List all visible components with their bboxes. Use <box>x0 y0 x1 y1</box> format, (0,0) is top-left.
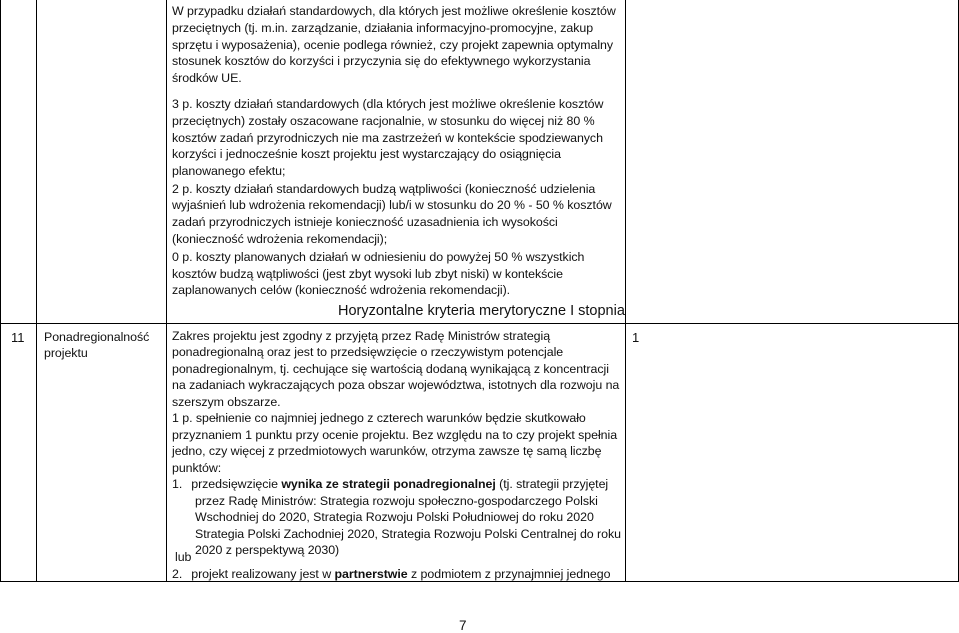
description-line: ponadregionalną oraz jest to przedsięwzięcie o rzeczywistym potencjale <box>172 345 564 359</box>
item-text: z podmiotem z przynajmniej jednego <box>407 567 611 581</box>
item-text: projekt realizowany jest w <box>191 567 335 581</box>
condition-item-1-line: Strategia Polski Zachodniej 2020, Strategia Rozwoju Polski Centralnej do roku <box>195 527 621 541</box>
score-line: 0 p. koszty planowanych działań w odniesieniu do powyżej 50 % wszystkich <box>172 250 585 264</box>
table-border-left <box>0 0 1 582</box>
item-emphasis: partnerstwie <box>334 567 408 581</box>
description-line: przyznaniem 1 punktu przy ocenie projektu. Bez względu na to czy projekt spełnia <box>172 428 618 442</box>
score-line: 2 p. koszty działań standardowych budzą wątpliwości (konieczność udzielenia <box>172 182 596 196</box>
table-divider-2 <box>166 0 167 582</box>
row-number: 11 <box>11 330 25 345</box>
intro-line: stosunek kosztów do korzyści i przyczynia się do efektywnego wykorzystania <box>172 54 591 68</box>
score-line: korzyści i jednocześnie koszt projektu jest wystarczający do osiągnięcia <box>172 147 561 161</box>
page-number: 7 <box>459 618 467 633</box>
score-line: planowanego efektu; <box>172 164 286 178</box>
condition-item-2 <box>172 566 610 583</box>
score-line: 3 p. koszty działań standardowych (dla których jest możliwe określenie kosztów <box>172 97 604 111</box>
condition-item-1-line: przez Radę Ministrów: Strategia rozwoju społeczno-gospodarczego Polski <box>195 494 598 508</box>
description-line: Zakres projektu jest zgodny z przyjętą przez Radę Ministrów strategią <box>172 329 551 343</box>
intro-line: sprzętu i wyposażenia), ocenie podlega również, czy projekt zapewnia optymalny <box>172 38 614 52</box>
score-line: kosztów budzą wątpliwości (jest zbyt wysoki lub zbyt niski) w kontekście <box>172 267 563 281</box>
score-line: zaplanowanych celów (konieczność wdrożenia rekomendacji). <box>172 283 511 297</box>
item-text: (tj. strategii przyjętej <box>495 477 609 491</box>
criterion-name-line: Ponadregionalność <box>44 330 150 344</box>
item-number: 2. <box>172 567 183 581</box>
score-line: kosztów zadań przyrodniczych nie ma zastrzeżeń w kontekście spodziewanych <box>172 131 603 145</box>
table-divider-1 <box>36 0 37 582</box>
score-line: wyjaśnień lub wdrożenia rekomendacji) lub/i w stosunku do 20 % - 50 % kosztów <box>172 198 612 212</box>
score-line: (konieczność wdrożenia rekomendacji); <box>172 232 388 246</box>
intro-line: przeciętnych (tj. m.in. zarządzanie, działania informacyjno-promocyjne, zakup <box>172 21 594 35</box>
description-line: punktów: <box>172 461 222 475</box>
or-separator: lub <box>175 550 192 564</box>
table-row-separator <box>0 323 959 324</box>
score-line: zadań przyrodniczych istnieje konieczność uzasadnienia ich wysokości <box>172 215 558 229</box>
description-line: szerszym obszarze. <box>172 395 281 409</box>
criterion-name-line: projektu <box>44 346 88 360</box>
item-emphasis: wynika ze strategii ponadregionalnej <box>281 477 496 491</box>
item-number: 1. <box>172 477 183 491</box>
score-line: przeciętnych) zostały oszacowane racjonalnie, w stosunku do więcej niż 80 % <box>172 114 595 128</box>
description-line: na zadaniach wykraczających poza obszar województwa, istotnych dla rozwoju na <box>172 378 620 392</box>
intro-line: W przypadku działań standardowych, dla których jest możliwe określenie kosztów <box>172 4 616 18</box>
description-line: ponadregionalnym, tj. cechujące się wartością dodaną wynikającą z koncentracji <box>172 362 609 376</box>
condition-item-1-line: Wschodniej do 2020, Strategia Rozwoju Polski Południowej do roku 2020 <box>195 510 594 524</box>
description-line: 1 p. spełnienie co najmniej jednego z czterech warunków będzie skutkowało <box>172 411 586 425</box>
item-text: przedsięwzięcie <box>191 477 282 491</box>
condition-item-1-line: 2020 z perspektywą 2030) <box>195 543 340 557</box>
intro-line: środków UE. <box>172 71 242 85</box>
table-divider-3 <box>625 0 626 582</box>
points-value: 1 <box>632 330 640 345</box>
description-line: jedno, czy więcej z przedmiotowych warunków, otrzyma zawsze tę samą liczbę <box>172 444 602 458</box>
condition-item-1 <box>172 476 608 493</box>
section-heading: Horyzontalne kryteria merytoryczne I stopnia <box>338 303 625 319</box>
